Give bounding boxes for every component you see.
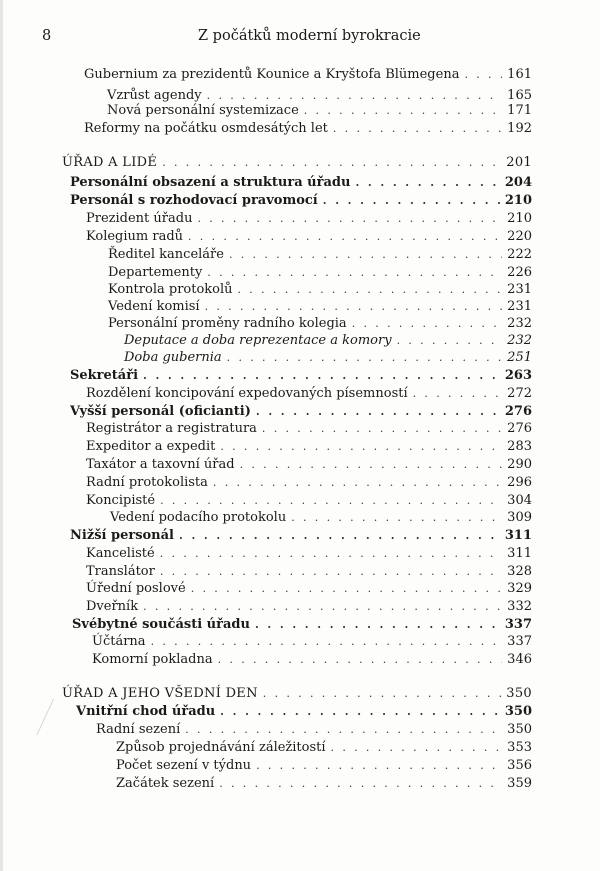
toc-entry: [116, 739, 532, 757]
dot-leader: [329, 739, 502, 757]
toc-entry-title: Svébytné součásti úřadu: [72, 617, 250, 632]
dot-leader: [158, 563, 502, 581]
toc-entry: [124, 332, 532, 350]
toc-entry: [86, 420, 532, 438]
dot-leader: [218, 703, 502, 721]
toc-entry-title: Vyšší personál (oficianti): [70, 404, 251, 419]
toc-entry: [86, 492, 532, 510]
toc-entry: [86, 438, 532, 456]
toc-entry: [84, 120, 532, 138]
toc-section-entry: [70, 174, 532, 192]
toc-entry-page: 290: [507, 457, 532, 472]
toc-entry: [86, 474, 532, 492]
toc-entry-page: 210: [507, 211, 532, 226]
toc-entry: [86, 228, 532, 246]
toc-entry-page: 276: [507, 421, 532, 436]
toc-entry-title: ÚŘAD A JEHO VŠEDNÍ DEN: [62, 686, 258, 701]
dot-leader: [141, 598, 502, 616]
dot-leader: [350, 315, 502, 333]
toc-entry: [84, 66, 532, 84]
toc-entry-title: Personální proměny radního kolegia: [108, 316, 347, 331]
toc-entry-title: Začátek sezení: [116, 776, 215, 791]
dot-leader: [217, 775, 502, 793]
toc-entry-page: 350: [507, 722, 532, 737]
toc-entry-page: 171: [507, 103, 532, 118]
dot-leader: [353, 174, 502, 192]
toc-entry-title: Rozdělení koncipování expedovaných písemností: [86, 386, 408, 401]
toc-entry-title: Účtárna: [92, 634, 146, 649]
toc-entry-title: Kontrola protokolů: [108, 282, 233, 297]
dot-leader: [205, 264, 502, 282]
dot-leader: [261, 685, 502, 703]
toc-entry-page: 192: [507, 121, 532, 136]
toc-entry-title: Dveřník: [86, 599, 139, 614]
toc-entry-page: 311: [507, 546, 532, 561]
page-number: 8: [42, 28, 52, 44]
toc-section-entry: [70, 192, 532, 210]
toc-entry-page: 283: [507, 439, 532, 454]
toc-entry-title: Reformy na počátku osmdesátých let: [84, 121, 328, 136]
dot-leader: [289, 509, 502, 527]
dot-leader: [238, 456, 502, 474]
toc-entry-page: 201: [506, 155, 532, 170]
toc-entry-page: 251: [507, 350, 532, 365]
paper-mark: [36, 699, 66, 742]
toc-entry: [92, 651, 532, 669]
toc-entry-title: ÚŘAD A LIDÉ: [62, 155, 158, 170]
dot-leader: [254, 757, 502, 775]
toc-entry-title: Vzrůst agendy: [107, 88, 202, 103]
toc-entry-page: 276: [504, 404, 532, 419]
toc-entry: [86, 598, 532, 616]
toc-entry-page: 204: [504, 175, 532, 190]
toc-entry-page: 231: [507, 299, 532, 314]
toc-entry-page: 210: [504, 193, 532, 208]
toc-entry-title: Komorní pokladna: [92, 652, 213, 667]
toc-entry-title: Radní protokolista: [86, 475, 208, 490]
dot-leader: [158, 545, 502, 563]
toc-entry-title: Úřední poslové: [86, 581, 186, 596]
toc-entry: [116, 775, 532, 793]
toc-entry-page: 232: [507, 316, 532, 331]
toc-entry-page: 353: [507, 740, 532, 755]
toc-section-entry: [76, 703, 532, 721]
toc-entry-title: Způsob projednávání záležitostí: [116, 740, 326, 755]
toc-entry-page: 337: [504, 617, 532, 632]
toc-entry-page: 311: [504, 528, 532, 543]
toc-section-entry: [72, 616, 532, 634]
toc-entry-title: Translátor: [86, 564, 155, 579]
toc-entry: [108, 281, 532, 299]
toc-entry-page: 222: [507, 247, 532, 262]
dot-leader: [160, 154, 502, 172]
toc-entry: [124, 349, 532, 367]
toc-entry-page: 296: [507, 475, 532, 490]
toc-entry-page: 350: [504, 704, 532, 719]
dot-leader: [260, 420, 502, 438]
toc-entry-title: Expeditor a expedit: [86, 439, 216, 454]
toc-entry: [108, 246, 532, 264]
dot-leader: [177, 527, 502, 545]
dot-leader: [189, 580, 502, 598]
toc-entry: [116, 757, 532, 775]
toc-entry-page: 161: [507, 67, 532, 82]
toc-entry-page: 272: [507, 386, 532, 401]
toc-entry-title: Sekretáři: [70, 368, 139, 383]
toc-entry-page: 226: [507, 265, 532, 280]
dot-leader: [395, 332, 502, 350]
toc-entry-page: 232: [507, 333, 532, 348]
toc-entry: [108, 264, 532, 282]
toc-entry: [86, 210, 532, 228]
toc-entry: [96, 721, 532, 739]
toc-entry-page: 304: [507, 493, 532, 508]
toc-entry-title: Taxátor a taxovní úřad: [86, 457, 235, 472]
toc-entry-title: Ředitel kanceláře: [108, 247, 224, 262]
dot-leader: [186, 228, 502, 246]
dot-leader: [218, 438, 502, 456]
toc-entry: [110, 509, 532, 527]
toc-entry-title: Personál s rozhodovací pravomocí: [70, 193, 318, 208]
toc-entry-page: 329: [507, 581, 532, 596]
toc-entry-page: 165: [507, 88, 532, 103]
toc-entry-page: 309: [507, 510, 532, 525]
dot-leader: [462, 66, 502, 84]
dot-leader: [211, 474, 502, 492]
toc-chapter-entry: [62, 685, 532, 703]
dot-leader: [225, 349, 502, 367]
toc-entry-title: Vnitřní chod úřadu: [76, 704, 216, 719]
dot-leader: [254, 403, 502, 421]
toc-entry-title: Počet sezení v týdnu: [116, 758, 252, 773]
toc-entry-title: Prezident úřadu: [86, 211, 193, 226]
toc-entry-title: Deputace a doba reprezentace a komory: [124, 333, 392, 348]
running-title: Z počátků moderní byrokracie: [198, 28, 421, 44]
toc-entry-page: 350: [506, 686, 532, 701]
toc-entry-title: Nová personální systemizace: [107, 103, 299, 118]
toc-entry-page: 220: [507, 229, 532, 244]
toc-entry-title: Kolegium radů: [86, 229, 184, 244]
toc-chapter-entry: [62, 154, 532, 172]
toc-entry: [92, 633, 532, 651]
toc-section-entry: [70, 367, 532, 385]
toc-section-entry: [70, 527, 532, 545]
toc-entry: [86, 385, 532, 403]
dot-leader: [158, 492, 502, 510]
dot-leader: [411, 385, 502, 403]
toc-section-entry: [70, 403, 532, 421]
toc-entry-title: Registrátor a registratura: [86, 421, 257, 436]
dot-leader: [216, 651, 502, 669]
toc-entry: [86, 580, 532, 598]
toc-entry: [107, 102, 532, 120]
toc-entry-title: Kancelisté: [86, 546, 155, 561]
toc-entry-title: Doba gubernia: [124, 350, 222, 365]
toc-entry-page: 328: [507, 564, 532, 579]
dot-leader: [321, 192, 502, 210]
toc-entry: [86, 456, 532, 474]
dot-leader: [203, 298, 502, 316]
toc-entry: [86, 563, 532, 581]
toc-entry-page: 359: [507, 776, 532, 791]
toc-entry-page: 332: [507, 599, 532, 614]
toc-entry-title: Vedení podacího protokolu: [110, 510, 287, 525]
dot-leader: [302, 102, 502, 120]
toc-entry: [108, 315, 532, 333]
dot-leader: [331, 120, 502, 138]
toc-entry-title: Koncipisté: [86, 493, 156, 508]
toc-entry-title: Nižší personál: [70, 528, 174, 543]
dot-leader: [227, 246, 502, 264]
dot-leader: [141, 367, 502, 385]
toc-entry-page: 337: [507, 634, 532, 649]
dot-leader: [195, 210, 502, 228]
toc-entry-title: Gubernium za prezidentů Kounice a Kryštofa Blümegena: [84, 67, 460, 82]
toc-entry-title: Departementy: [108, 265, 203, 280]
toc-entry: [86, 545, 532, 563]
toc-entry-page: 263: [504, 368, 532, 383]
page-edge-shadow: [0, 0, 3, 871]
toc-entry-title: Vedení komisí: [108, 299, 200, 314]
toc-entry-page: 231: [507, 282, 532, 297]
toc-entry-title: Personální obsazení a struktura úřadu: [70, 175, 351, 190]
dot-leader: [236, 281, 502, 299]
page-header: [0, 28, 600, 48]
toc-entry-title: Radní sezení: [96, 722, 181, 737]
dot-leader: [183, 721, 502, 739]
toc-entry-page: 356: [507, 758, 532, 773]
toc-entry-page: 346: [507, 652, 532, 667]
toc-entry: [108, 298, 532, 316]
dot-leader: [253, 616, 502, 634]
dot-leader: [149, 633, 502, 651]
